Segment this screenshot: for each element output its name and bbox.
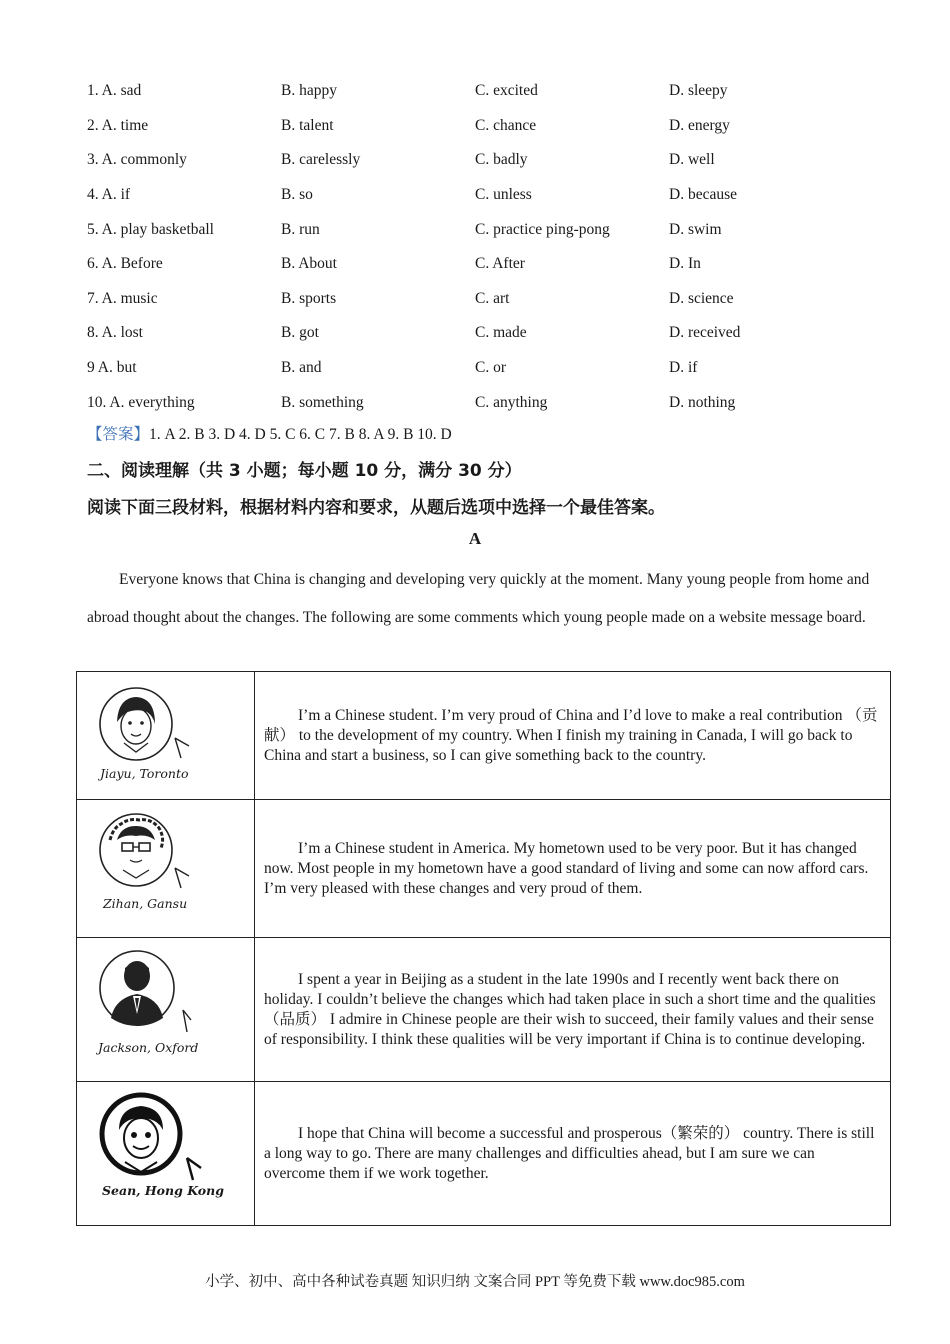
comment-avatar-cell: [77, 1082, 255, 1226]
boy-avatar-icon: [77, 1082, 254, 1225]
comment-avatar-cell: [77, 800, 255, 938]
footer-text: 小学、初中、高中各种试卷真题 知识归纳 文案合同 PPT 等免费下载 www.doc985.com: [205, 1274, 745, 1290]
option-c: C. After: [475, 255, 525, 273]
option-a: 7. A. music: [87, 289, 158, 307]
option-b: B. and: [281, 359, 322, 377]
option-b: B. something: [281, 393, 364, 411]
option-row: [87, 282, 887, 317]
answer-tag: 【答案】: [87, 426, 150, 443]
option-row: [87, 109, 887, 144]
comment-text-cell: [255, 938, 891, 1082]
instructions: 阅读下面三段材料，根据材料内容和要求，从题后选项中选择一个最佳答案。: [87, 498, 665, 518]
man-suit-avatar-icon: [77, 938, 254, 1081]
answer-text: 1. A 2. B 3. D 4. D 5. C 6. C 7. B 8. A 9. B 10. D: [149, 426, 452, 443]
option-b: B. sports: [281, 289, 337, 307]
option-d: D. swim: [669, 220, 722, 238]
option-row: [87, 316, 887, 351]
comment-row: [77, 938, 891, 1082]
option-row: [87, 385, 887, 420]
option-a: 9 A. but: [87, 359, 137, 377]
option-d: D. received: [669, 324, 741, 342]
option-b: B. got: [281, 324, 319, 342]
comment-text-cell: [255, 800, 891, 938]
option-c: C. or: [475, 359, 506, 377]
option-c: C. chance: [475, 116, 537, 134]
option-d: D. because: [669, 186, 737, 204]
comment-avatar-cell: [77, 672, 255, 800]
passage-intro: Everyone knows that China is changing and developing very quickly at the moment. Many young people from home and abroad thought about the changes. The following are some comments which young people made on a website message board.: [87, 571, 870, 626]
option-a: 10. A. everything: [87, 393, 195, 411]
commenter-name: Zihan, Gansu: [103, 896, 188, 911]
option-c: C. excited: [475, 82, 538, 100]
boy-glasses-avatar-icon: [77, 800, 254, 937]
option-b: B. happy: [281, 82, 337, 100]
commenter-name: Jiayu, Toronto: [100, 766, 189, 781]
comment-row: [77, 1082, 891, 1226]
option-b: B. carelessly: [281, 151, 361, 169]
comment-avatar-cell: [77, 938, 255, 1082]
option-d: D. energy: [669, 116, 730, 134]
comment-text: I hope that China will become a successful and prosperous（繁荣的） country. There is still a long way to go. There are many challenges and difficulties ahead, but I am sure we can overcome them if we work together.: [264, 1124, 875, 1182]
option-c: C. anything: [475, 393, 548, 411]
comment-text: I spent a year in Beijing as a student in the late 1990s and I recently went back there on holiday. I couldn’t believe the changes which had taken place in such a short time and the qualities （品质） I admire in Chinese people are their wish to succeed, their family values and their sense of responsibility. I think these qualities will be very important if China is to continue developing.: [264, 970, 876, 1048]
option-d: D. In: [669, 255, 701, 273]
comment-text: I’m a Chinese student. I’m very proud of China and I’d love to make a real contribution （贡献） to the development of my country. When I finish my training in Canada, I will go back to China and start a business, so I can give something back to the country.: [264, 706, 878, 764]
option-row: [87, 212, 887, 247]
commenter-name: Jackson, Oxford: [98, 1040, 199, 1055]
option-d: D. if: [669, 359, 698, 377]
option-a: 2. A. time: [87, 116, 149, 134]
answer-line: [87, 422, 452, 444]
option-a: 3. A. commonly: [87, 151, 187, 169]
option-d: D. science: [669, 289, 734, 307]
option-c: C. badly: [475, 151, 528, 169]
comment-text-cell: [255, 672, 891, 800]
option-d: D. well: [669, 151, 715, 169]
option-row: [87, 247, 887, 282]
option-d: D. sleepy: [669, 82, 728, 100]
option-row: [87, 351, 887, 386]
passage-letter: A: [468, 529, 482, 548]
section-heading: 二、阅读理解（共 3 小题；每小题 10 分，满分 30 分）: [87, 461, 522, 481]
commenter-name: Sean, Hong Kong: [102, 1183, 224, 1198]
option-a: 4. A. if: [87, 186, 131, 204]
option-c: C. practice ping-pong: [475, 220, 610, 238]
option-b: B. About: [281, 255, 337, 273]
option-d: D. nothing: [669, 393, 736, 411]
option-row: [87, 74, 887, 109]
comment-row: [77, 672, 891, 800]
options-table: [87, 74, 887, 420]
option-a: 6. A. Before: [87, 255, 163, 273]
comment-row: [77, 800, 891, 938]
option-c: C. unless: [475, 186, 532, 204]
option-b: B. run: [281, 220, 320, 238]
option-a: 8. A. lost: [87, 324, 143, 342]
option-c: C. made: [475, 324, 527, 342]
option-row: [87, 143, 887, 178]
option-b: B. talent: [281, 116, 334, 134]
option-b: B. so: [281, 186, 313, 204]
comments-table: [76, 671, 891, 1226]
option-a: 1. A. sad: [87, 82, 142, 100]
option-a: 5. A. play basketball: [87, 220, 214, 238]
comment-text-cell: [255, 1082, 891, 1226]
option-c: C. art: [475, 289, 510, 307]
comment-text: I’m a Chinese student in America. My hometown used to be very poor. But it has changed now. Most people in my hometown have a good standard of living and some can now afford cars. I’m very pleased with these changes and very proud of them.: [264, 839, 869, 897]
option-row: [87, 178, 887, 213]
